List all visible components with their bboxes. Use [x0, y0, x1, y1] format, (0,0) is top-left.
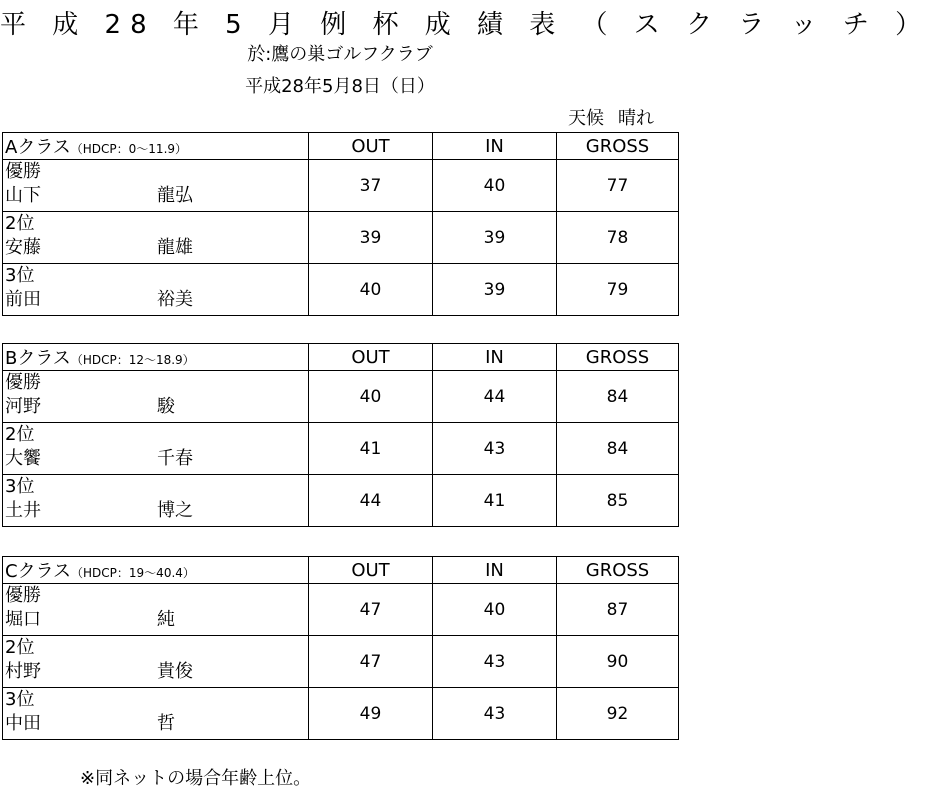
result-row: [3, 212, 679, 264]
in-score: 41: [433, 475, 557, 527]
rank-label: 3位: [5, 689, 35, 710]
given-name: 龍弘: [157, 185, 193, 206]
rank-label: 2位: [5, 213, 35, 234]
out-score: 37: [309, 160, 433, 212]
rank-label: 優勝: [5, 372, 41, 393]
gross-score: 87: [557, 584, 679, 636]
weather-value: 晴れ: [618, 108, 654, 129]
in-score: 43: [433, 688, 557, 740]
surname: 村野: [5, 661, 41, 682]
class-name: Bクラス: [5, 348, 71, 369]
rank-label: 2位: [5, 424, 35, 445]
given-name: 裕美: [157, 289, 193, 310]
rank-label: 優勝: [5, 161, 41, 182]
surname: 河野: [5, 396, 41, 417]
class-hdcp-range: （HDCP：12〜18.9）: [70, 353, 195, 367]
player-cell: [3, 160, 309, 212]
player-name: [3, 394, 308, 420]
player-cell: [3, 264, 309, 316]
class-a-table: [2, 132, 679, 316]
out-header: OUT: [309, 344, 433, 371]
result-row: [3, 584, 679, 636]
given-name: 千春: [157, 448, 193, 469]
surname: 土井: [5, 500, 41, 521]
gross-score: 84: [557, 371, 679, 423]
out-score: 41: [309, 423, 433, 475]
surname: 前田: [5, 289, 41, 310]
player-cell: [3, 584, 309, 636]
player-name: [3, 607, 308, 633]
class-b-table: [2, 343, 679, 527]
footnote: ※同ネットの場合年齢上位。: [80, 768, 312, 789]
rank-label: 3位: [5, 476, 35, 497]
out-header: OUT: [309, 557, 433, 584]
result-row: [3, 160, 679, 212]
out-score: 39: [309, 212, 433, 264]
surname: 大饗: [5, 448, 41, 469]
result-row: [3, 371, 679, 423]
given-name: 貴俊: [157, 661, 193, 682]
rank-label: 2位: [5, 637, 35, 658]
document-title: 平 成 28 年 5 月 例 杯 成 績 表 （ ス ク ラ ッ チ ）: [0, 10, 930, 40]
player-name: [3, 287, 308, 313]
given-name: 博之: [157, 500, 193, 521]
in-score: 43: [433, 423, 557, 475]
player-name: [3, 659, 308, 685]
out-score: 40: [309, 264, 433, 316]
player-name: [3, 235, 308, 261]
gross-score: 77: [557, 160, 679, 212]
weather: [568, 104, 654, 130]
result-row: [3, 475, 679, 527]
out-score: 47: [309, 636, 433, 688]
in-score: 43: [433, 636, 557, 688]
out-score: 47: [309, 584, 433, 636]
player-name: [3, 498, 308, 524]
gross-score: 78: [557, 212, 679, 264]
player-cell: [3, 475, 309, 527]
in-score: 40: [433, 160, 557, 212]
player-cell: [3, 636, 309, 688]
player-cell: [3, 371, 309, 423]
result-row: [3, 264, 679, 316]
in-score: 40: [433, 584, 557, 636]
in-score: 44: [433, 371, 557, 423]
class-name: Aクラス: [5, 137, 71, 158]
given-name: 純: [157, 609, 175, 630]
class-header-row: [3, 557, 679, 584]
class-header-row: [3, 344, 679, 371]
in-score: 39: [433, 264, 557, 316]
out-header: OUT: [309, 133, 433, 160]
player-name: [3, 183, 308, 209]
given-name: 駿: [157, 396, 175, 417]
in-header: IN: [433, 133, 557, 160]
class-title: [3, 557, 309, 584]
surname: 中田: [5, 713, 41, 734]
class-hdcp-range: （HDCP：0〜11.9）: [70, 142, 188, 156]
surname: 堀口: [5, 609, 41, 630]
player-cell: [3, 423, 309, 475]
gross-score: 79: [557, 264, 679, 316]
result-row: [3, 636, 679, 688]
result-row: [3, 423, 679, 475]
surname: 山下: [5, 185, 41, 206]
class-title: [3, 344, 309, 371]
rank-label: 3位: [5, 265, 35, 286]
class-hdcp-range: （HDCP：19〜40.4）: [71, 566, 195, 580]
out-score: 40: [309, 371, 433, 423]
in-header: IN: [433, 557, 557, 584]
class-c-table: [2, 556, 679, 740]
in-score: 39: [433, 212, 557, 264]
gross-header: GROSS: [557, 344, 679, 371]
given-name: 龍雄: [157, 237, 193, 258]
given-name: 哲: [157, 713, 175, 734]
out-score: 49: [309, 688, 433, 740]
player-cell: [3, 212, 309, 264]
weather-label: 天候: [568, 108, 604, 129]
venue: 於:鷹の巣ゴルフクラブ: [247, 44, 433, 65]
gross-score: 92: [557, 688, 679, 740]
surname: 安藤: [5, 237, 41, 258]
player-cell: [3, 688, 309, 740]
class-name: Cクラス: [5, 561, 72, 582]
rank-label: 優勝: [5, 585, 41, 606]
gross-score: 90: [557, 636, 679, 688]
out-score: 44: [309, 475, 433, 527]
in-header: IN: [433, 344, 557, 371]
event-date: 平成28年5月8日（日）: [245, 76, 435, 97]
gross-score: 84: [557, 423, 679, 475]
result-row: [3, 688, 679, 740]
gross-header: GROSS: [557, 557, 679, 584]
class-title: [3, 133, 309, 160]
player-name: [3, 446, 308, 472]
player-name: [3, 711, 308, 737]
gross-score: 85: [557, 475, 679, 527]
gross-header: GROSS: [557, 133, 679, 160]
class-header-row: [3, 133, 679, 160]
